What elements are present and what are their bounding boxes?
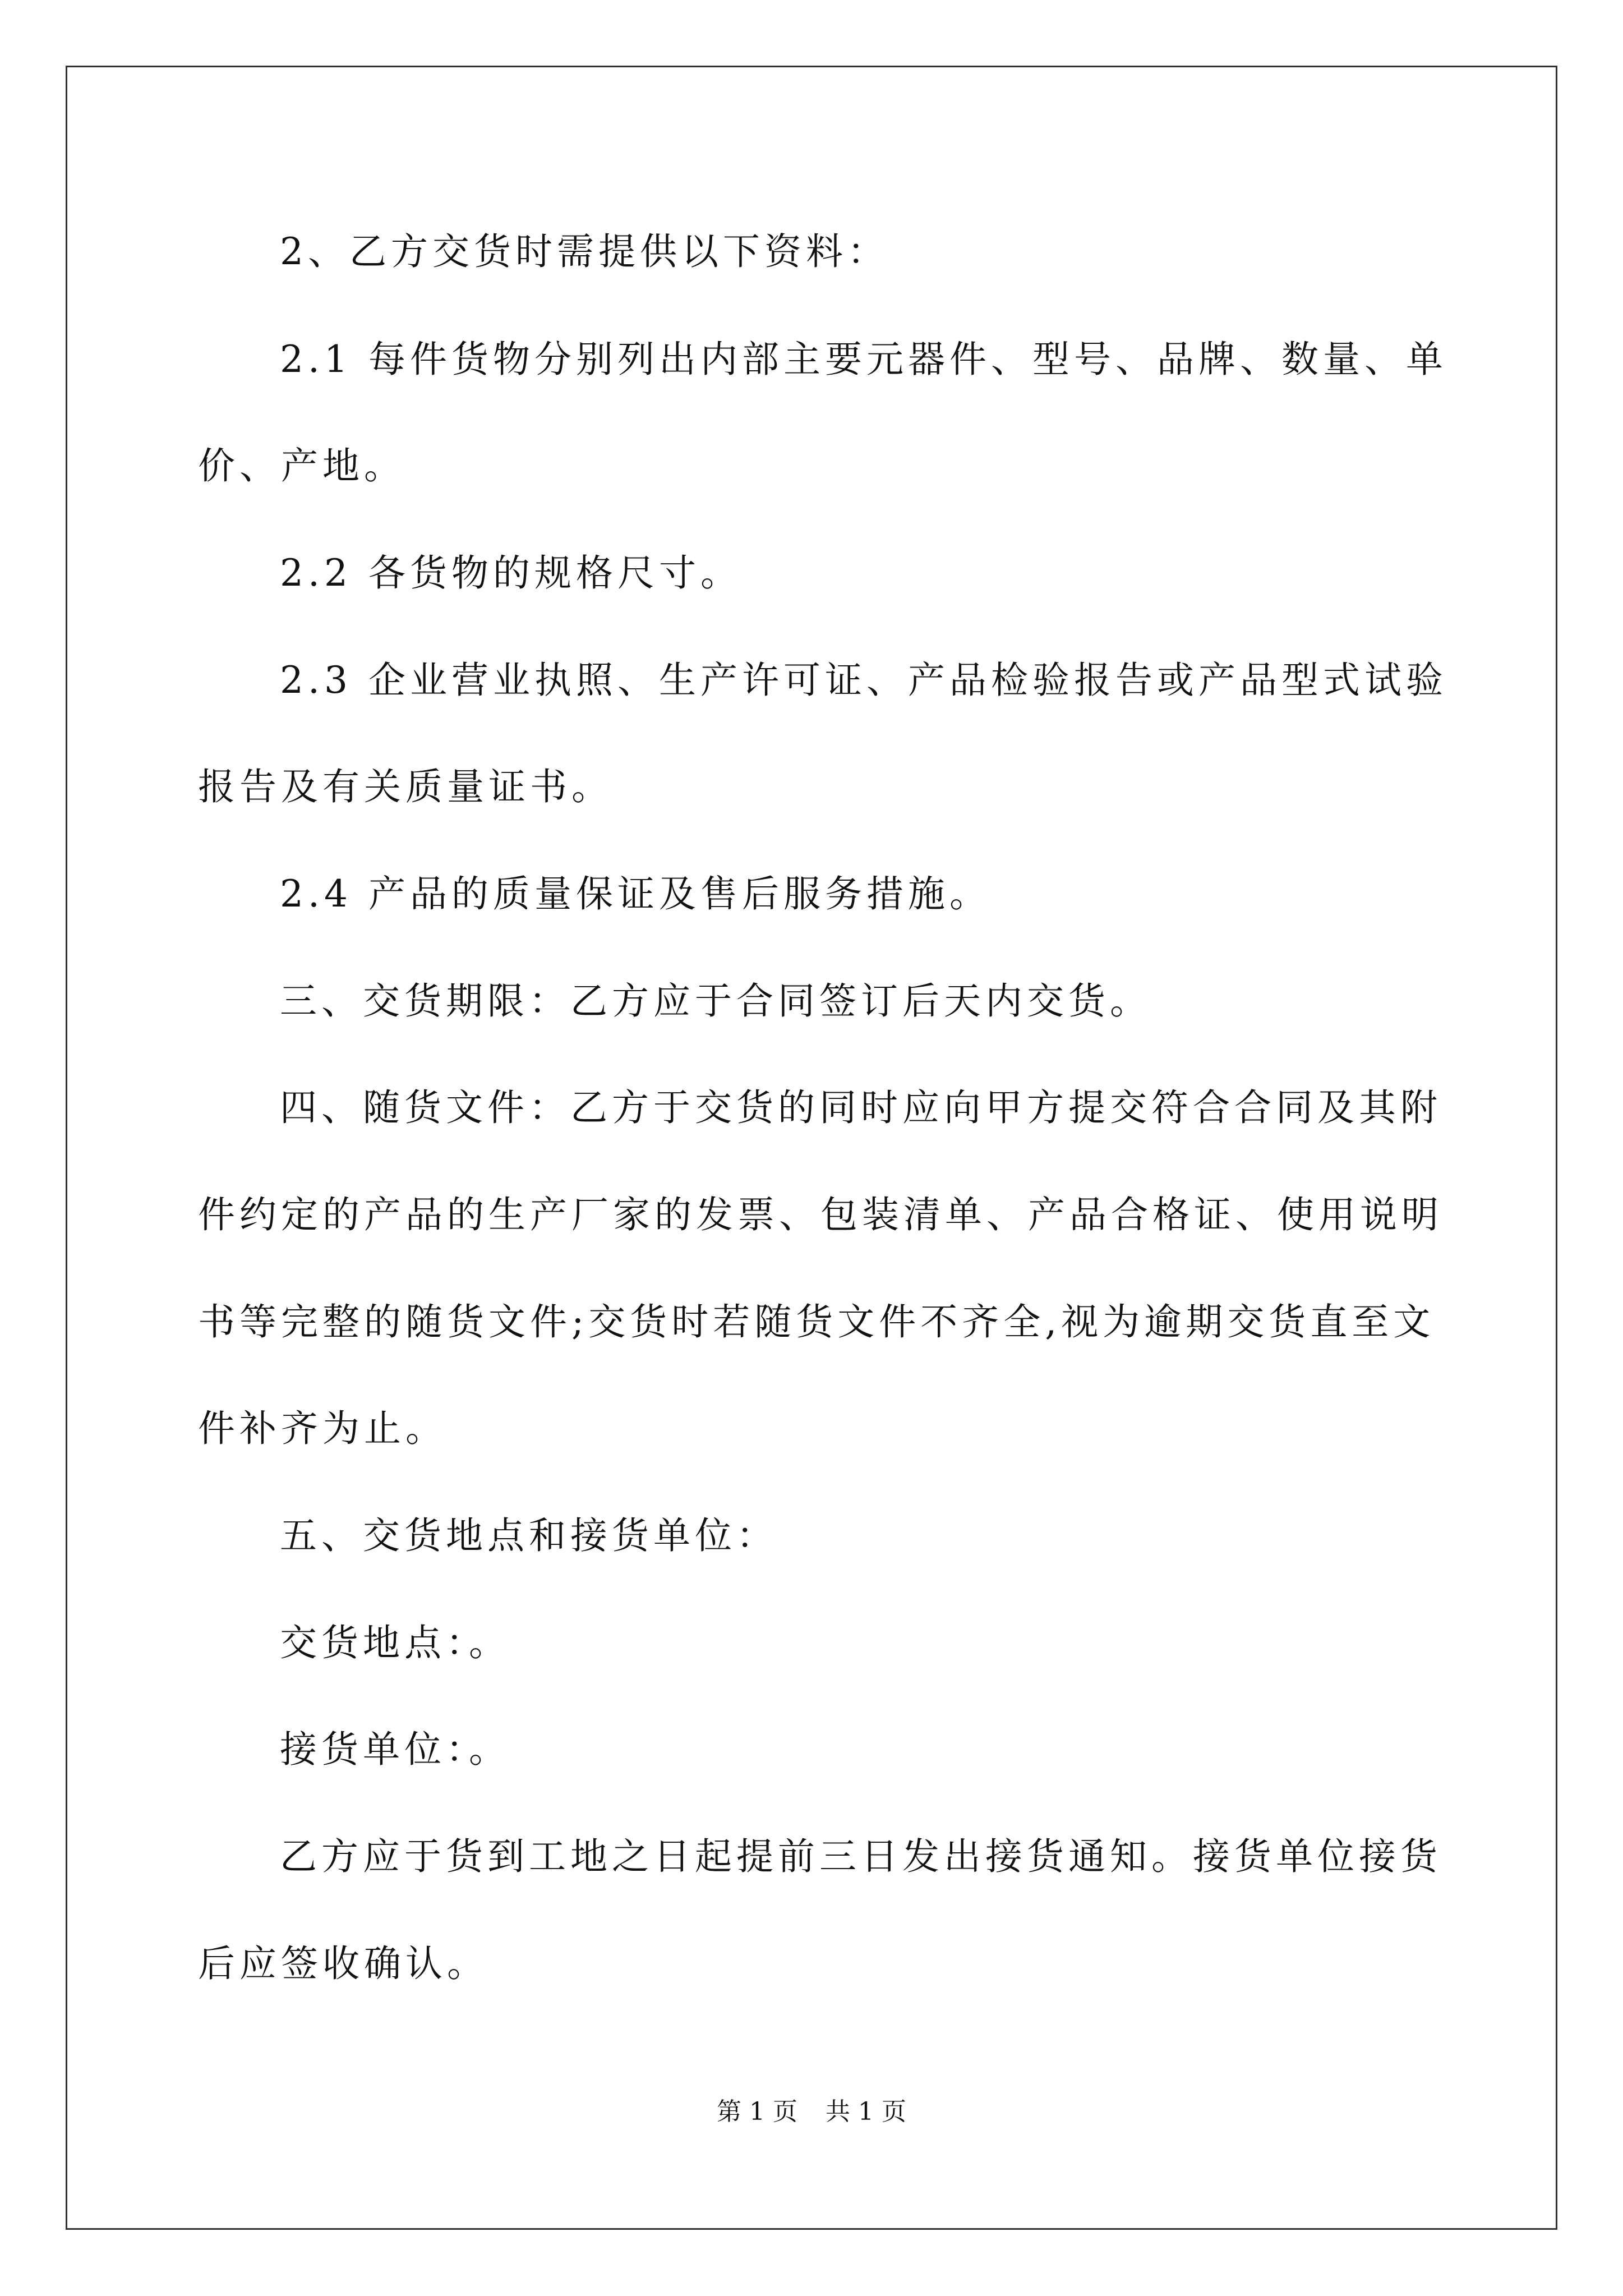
doc-line-10: 件约定的产品的生产厂家的发票、包装清单、产品合格证、使用说明	[198, 1193, 1443, 1236]
doc-line-12: 件补齐为止。	[198, 1407, 447, 1450]
doc-line-1: 2、乙方交货时需提供以下资料：	[280, 230, 889, 273]
page-number-current: 第 1 页	[717, 2097, 797, 2126]
doc-line-14: 交货地点：。	[280, 1621, 510, 1664]
doc-line-4: 2.2 各货物的规格尺寸。	[280, 551, 742, 595]
page-footer	[0, 2098, 1623, 2126]
doc-line-5: 2.3 企业营业执照、生产许可证、产品检验报告或产品型式试验	[280, 659, 1447, 702]
doc-line-11: 书等完整的随货文件;交货时若随货文件不齐全,视为逾期交货直至文	[198, 1300, 1435, 1343]
doc-line-15: 接货单位：。	[280, 1728, 510, 1771]
doc-line-16: 乙方应于货到工地之日起提前三日发出接货通知。接货单位接货	[280, 1835, 1442, 1878]
doc-line-8: 三、交货期限：乙方应于合同签订后天内交货。	[280, 979, 1151, 1023]
doc-line-17: 后应签收确认。	[198, 1942, 488, 1985]
doc-line-3: 价、产地。	[198, 444, 405, 487]
doc-line-6: 报告及有关质量证书。	[198, 765, 613, 808]
doc-line-9: 四、随货文件：乙方于交货的同时应向甲方提交符合合同及其附	[280, 1086, 1442, 1129]
page-border	[66, 66, 1557, 2230]
page-number-total: 共 1 页	[826, 2097, 906, 2126]
doc-line-2: 2.1 每件货物分别列出内部主要元器件、型号、品牌、数量、单	[280, 338, 1447, 381]
doc-line-7: 2.4 产品的质量保证及售后服务措施。	[280, 872, 991, 915]
doc-line-13: 五、交货地点和接货单位：	[280, 1514, 778, 1557]
